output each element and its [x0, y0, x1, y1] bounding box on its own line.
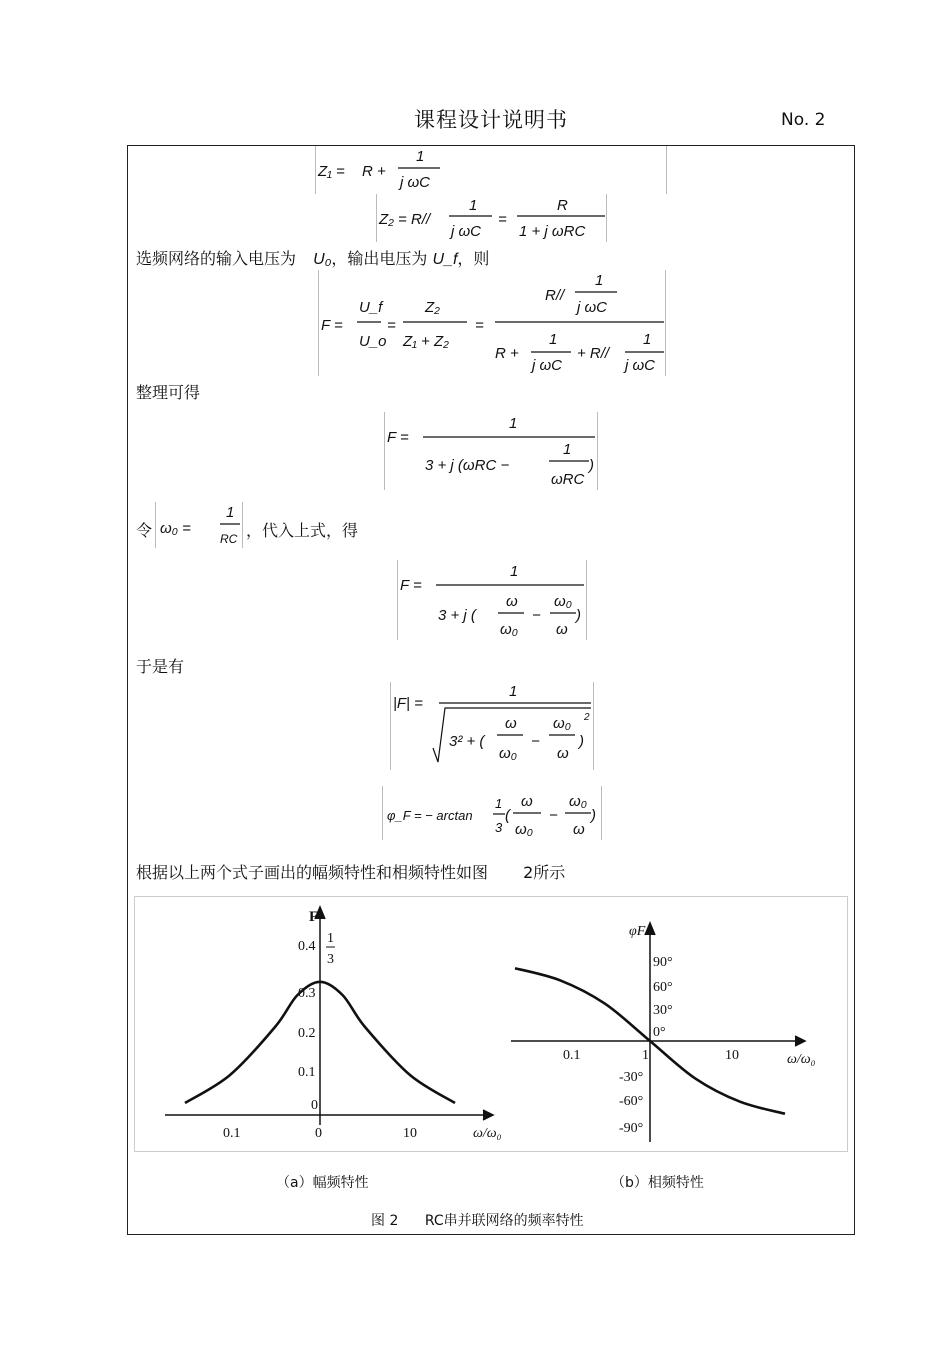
- phase-ytick-m90: -90°: [619, 1121, 644, 1136]
- eq-fw-w0: ω₀: [500, 621, 519, 638]
- eq-w0-lhs: ω₀ =: [160, 520, 191, 537]
- eq-fw-num: 1: [510, 563, 519, 580]
- amp-xtick-3: 10: [403, 1126, 417, 1141]
- eq-f-eq2: =: [475, 317, 484, 334]
- eq-fs-den-a: 3 + j (ωRC −: [425, 457, 510, 474]
- eq-z1-num: 1: [416, 148, 425, 165]
- eq-f-lhs: F =: [321, 317, 343, 334]
- equation-z2: [376, 194, 607, 242]
- phase-xtick-2: 1: [642, 1048, 649, 1063]
- eq-phi-close: ): [591, 807, 596, 824]
- chart-svg: [135, 897, 849, 1153]
- eq-f-rpar-top: R//: [545, 287, 565, 304]
- phase-ytick-60: 60°: [653, 980, 673, 995]
- caption-phase: （b）相频特性: [611, 1175, 704, 1191]
- amp-peak-den: 3: [327, 952, 334, 967]
- chart-phase: [511, 923, 816, 1142]
- text-figure-ref: 根据以上两个式子画出的幅频特性和相频特性如图: [136, 863, 489, 882]
- eq-f-jwc-right: j ωC: [625, 357, 656, 374]
- eq-phi-minus: −: [549, 807, 558, 824]
- amp-peak-num: 1: [327, 931, 334, 946]
- eq-z1-den: j ωC: [400, 174, 431, 191]
- eq-fm-w0-b: ω₀: [553, 715, 572, 732]
- equation-omega0: [155, 502, 243, 548]
- phase-ytick-m60: -60°: [619, 1094, 644, 1109]
- eq-fm-w0: ω₀: [499, 745, 518, 762]
- eq-fm-num: 1: [509, 683, 518, 700]
- page-number: No. 2: [781, 110, 826, 130]
- eq-w0-num: 1: [226, 504, 235, 521]
- phase-ylabel: φF: [629, 924, 646, 939]
- eq-phi-one: 1: [495, 796, 503, 811]
- equation-f-definition: [318, 270, 666, 376]
- eq-fs-lhs: F =: [387, 429, 409, 446]
- amp-ytick-1: 0.1: [298, 1065, 316, 1080]
- eq-f-eq1: =: [387, 317, 396, 334]
- text-substitute: ，代入上式，得: [246, 521, 359, 540]
- equation-phase: [382, 786, 602, 840]
- eq-f-u0: U_o: [359, 333, 387, 350]
- eq-z2-lhs: Z₂ = R//: [379, 211, 431, 228]
- eq-phi-three: 3: [495, 820, 503, 835]
- text-output-voltage: ，输出电压为: [331, 249, 428, 268]
- phase-ytick-90: 90°: [653, 955, 673, 970]
- eq-phi-w0-b: ω₀: [569, 793, 588, 810]
- eq-phi-w0: ω₀: [515, 821, 534, 838]
- caption-figure: [371, 1210, 584, 1230]
- eq-z2-num1: 1: [469, 197, 478, 214]
- eq-fs-inner-num: 1: [563, 441, 572, 458]
- text-line-let: [136, 518, 152, 541]
- eq-fm-w-b: ω: [557, 745, 569, 762]
- phase-xtick-3: 10: [725, 1048, 739, 1063]
- eq-z1-lhs: Z₁ =: [318, 163, 345, 180]
- eq-fw-w0-b: ω₀: [554, 593, 573, 610]
- eq-fs-num: 1: [509, 415, 518, 432]
- eq-f-plus-rpar: + R//: [577, 345, 610, 362]
- eq-fw-w: ω: [506, 593, 518, 610]
- phase-xtick-1: 0.1: [563, 1048, 581, 1063]
- eq-f-one-mid: 1: [549, 331, 558, 348]
- eq-f-z1z2: Z₁ + Z₂: [403, 333, 449, 350]
- eq-fw-w-b: ω: [556, 621, 568, 638]
- text-input-voltage: 选频网络的输入电压为: [136, 249, 297, 268]
- text-line-figure-ref: [136, 860, 565, 883]
- symbol-uf: U_f: [432, 251, 458, 268]
- text-line-thus: 于是有: [136, 657, 185, 676]
- page-title: 课程设计说明书: [414, 108, 568, 132]
- eq-fw-minus: −: [532, 607, 541, 624]
- symbol-u0: U₀: [313, 251, 332, 268]
- eq-z1-r: R +: [362, 163, 386, 180]
- eq-z2-den2: 1 + j ωRC: [519, 223, 586, 240]
- eq-fw-den-a: 3 + j (: [438, 607, 476, 624]
- amp-ytick-3: 0.3: [298, 986, 316, 1001]
- chart-amplitude: [165, 907, 502, 1141]
- caption-figure-text: RC串并联网络的频率特性: [424, 1213, 584, 1229]
- amp-ytick-2: 0.2: [298, 1026, 316, 1041]
- text-figure-number: 2: [523, 863, 534, 882]
- eq-f-uf: U_f: [359, 299, 383, 316]
- eq-f-one-top: 1: [595, 272, 604, 289]
- eq-f-jwc-top: j ωC: [577, 299, 608, 316]
- equation-f-simplified: [384, 412, 598, 490]
- text-let: 令: [136, 521, 153, 540]
- eq-fw-den-b: ): [576, 607, 581, 624]
- eq-fs-den-b: ): [589, 457, 594, 474]
- phase-ytick-m30: -30°: [619, 1070, 644, 1085]
- eq-f-one-right: 1: [643, 331, 652, 348]
- equation-z1: [315, 146, 667, 194]
- eq-fm-minus: −: [531, 733, 540, 750]
- eq-z2-num2: R: [557, 197, 568, 214]
- phase-xlabel: ω/ω₀: [787, 1052, 816, 1067]
- figure-frequency-response: [134, 896, 848, 1152]
- amp-ytick-4: 0.4: [298, 939, 316, 954]
- text-line-input-voltage: [136, 246, 489, 269]
- text-shown: 所示: [533, 863, 566, 882]
- amp-xtick-1: 0.1: [223, 1126, 241, 1141]
- eq-fm-lhs: |F| =: [393, 695, 423, 712]
- eq-f-z2: Z₂: [425, 299, 440, 316]
- eq-fm-w: ω: [505, 715, 517, 732]
- eq-fm-sq: 2: [584, 712, 590, 723]
- caption-amplitude: （a）幅频特性: [276, 1175, 369, 1191]
- eq-z2-eq: =: [498, 211, 507, 228]
- eq-phi-lhs: φ_F = − arctan: [387, 808, 473, 823]
- eq-fs-inner-den: ωRC: [551, 471, 585, 488]
- eq-phi-w: ω: [521, 793, 533, 810]
- amp-xlabel: ω/ω₀: [473, 1126, 502, 1141]
- eq-z2-den1: j ωC: [451, 223, 482, 240]
- caption-figure-label: 图 2: [371, 1213, 399, 1229]
- eq-fm-close: ): [579, 733, 584, 750]
- equation-f-omega: [397, 560, 587, 640]
- eq-phi-w-b: ω: [573, 821, 585, 838]
- amp-xtick-2: 0: [315, 1126, 322, 1141]
- amp-ylabel: F: [309, 909, 319, 925]
- text-line-simplify: 整理可得: [136, 383, 201, 402]
- text-then: ，则: [457, 249, 490, 268]
- equation-f-magnitude: [390, 682, 594, 770]
- eq-f-jwc-mid: j ωC: [532, 357, 563, 374]
- eq-f-r-plus: R +: [495, 345, 519, 362]
- phase-ytick-30: 30°: [653, 1003, 673, 1018]
- eq-w0-den: RC: [220, 532, 238, 546]
- eq-fw-lhs: F =: [400, 577, 422, 594]
- eq-phi-open: (: [505, 807, 510, 824]
- amp-ytick-0: 0: [311, 1098, 318, 1113]
- eq-fm-three: 3² + (: [449, 733, 485, 750]
- phase-ytick-0: 0°: [653, 1025, 666, 1040]
